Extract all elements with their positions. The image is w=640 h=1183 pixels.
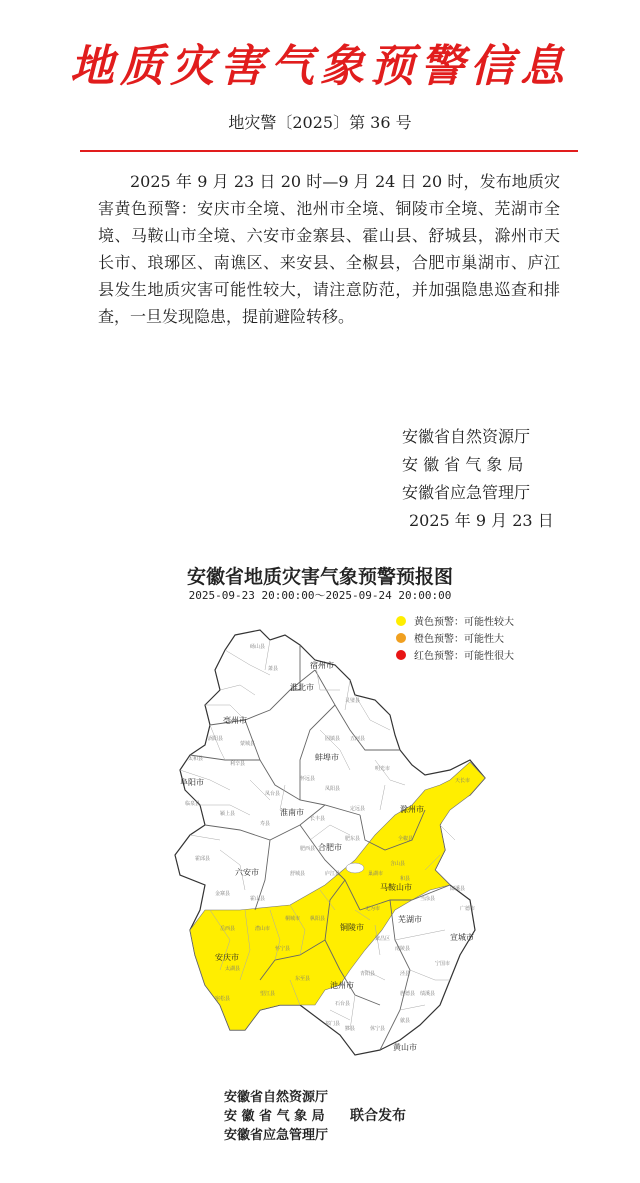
svg-text:郎溪县: 郎溪县 (450, 886, 466, 892)
svg-text:霍邱县: 霍邱县 (195, 856, 211, 862)
svg-text:无为市: 无为市 (365, 906, 381, 912)
svg-text:含山县: 含山县 (390, 861, 406, 867)
svg-text:全椒县: 全椒县 (398, 836, 414, 842)
svg-text:涡阳县: 涡阳县 (208, 736, 224, 742)
svg-text:南陵县: 南陵县 (395, 946, 411, 952)
svg-text:颍上县: 颍上县 (220, 811, 236, 817)
svg-text:休宁县: 休宁县 (370, 1026, 386, 1032)
svg-text:舒城县: 舒城县 (290, 871, 306, 877)
legend-orange-label: 橙色预警：可能性大 (414, 634, 504, 645)
svg-text:潜山市: 潜山市 (255, 926, 271, 932)
svg-text:宁国市: 宁国市 (435, 961, 451, 967)
warning-map (150, 610, 510, 1075)
legend-yellow-label: 黄色预警：可能性较大 (414, 617, 514, 628)
svg-text:广德市: 广德市 (460, 906, 476, 912)
svg-text:利辛县: 利辛县 (230, 761, 246, 767)
chaohu-lake (346, 863, 364, 873)
header-divider (80, 150, 578, 152)
footer-dept-natural-resources: 安徽省自然资源厅 (224, 1090, 329, 1105)
svg-text:黟县: 黟县 (345, 1026, 356, 1032)
orange-dot-icon (396, 633, 406, 643)
svg-text:蚌埠市: 蚌埠市 (315, 753, 339, 762)
footer-dept-emergency: 安徽省应急管理厅 (224, 1128, 329, 1143)
footer-joint-release: 联合发布 (350, 1108, 406, 1124)
svg-text:霍山县: 霍山县 (250, 896, 266, 902)
svg-text:肥东县: 肥东县 (345, 836, 361, 842)
svg-text:宿州市: 宿州市 (310, 661, 334, 670)
svg-text:怀宁县: 怀宁县 (275, 946, 291, 952)
signature-dept-emergency: 安徽省应急管理厅 (402, 483, 531, 502)
svg-text:定远县: 定远县 (350, 806, 366, 812)
svg-text:滁州市: 滁州市 (400, 805, 424, 814)
svg-text:明光市: 明光市 (375, 766, 391, 772)
svg-text:寿县: 寿县 (260, 821, 271, 827)
svg-text:桐城市: 桐城市 (285, 916, 301, 922)
svg-text:繁昌区: 繁昌区 (375, 936, 391, 942)
svg-text:天长市: 天长市 (455, 778, 471, 784)
svg-text:长丰县: 长丰县 (310, 816, 326, 822)
svg-text:太湖县: 太湖县 (225, 966, 241, 972)
svg-text:砀山县: 砀山县 (250, 644, 266, 650)
svg-text:阜阳市: 阜阳市 (180, 778, 204, 787)
svg-text:芜湖市: 芜湖市 (398, 915, 422, 924)
svg-text:临泉县: 临泉县 (185, 801, 201, 807)
svg-text:蒙城县: 蒙城县 (240, 741, 256, 747)
legend-red-label: 红色预警：可能性很大 (414, 651, 514, 662)
svg-text:凤阳县: 凤阳县 (325, 786, 341, 792)
svg-text:金寨县: 金寨县 (215, 891, 231, 897)
map-time-range: 2025-09-23 20:00:00～2025-09-24 20:00:00 (188, 589, 452, 602)
svg-text:石台县: 石台县 (335, 1001, 351, 1007)
anhui-province-map (150, 610, 510, 1075)
svg-text:淮南市: 淮南市 (280, 808, 304, 817)
red-dot-icon (396, 650, 406, 660)
svg-text:和县: 和县 (400, 876, 411, 882)
svg-text:青阳县: 青阳县 (360, 971, 376, 977)
legend-orange (396, 629, 514, 646)
svg-text:巢湖市: 巢湖市 (368, 871, 384, 877)
footer-dept-meteorology: 安 徽 省 气 象 局 (224, 1109, 325, 1124)
svg-text:六安市: 六安市 (235, 868, 259, 877)
svg-text:怀远县: 怀远县 (300, 776, 316, 782)
svg-text:宣城市: 宣城市 (450, 933, 474, 942)
document-title: 地质灾害气象预警信息 (70, 41, 570, 92)
svg-text:绩溪县: 绩溪县 (420, 991, 436, 997)
signature-dept-meteorology: 安 徽 省 气 象 局 (402, 455, 524, 474)
svg-text:黄山市: 黄山市 (393, 1043, 417, 1052)
yellow-dot-icon (396, 616, 406, 626)
svg-text:马鞍山市: 马鞍山市 (380, 883, 412, 892)
svg-text:铜陵市: 铜陵市 (340, 923, 364, 932)
svg-text:合肥市: 合肥市 (318, 843, 342, 852)
svg-text:宿松县: 宿松县 (215, 996, 231, 1002)
svg-text:枞阳县: 枞阳县 (310, 916, 326, 922)
svg-text:歙县: 歙县 (400, 1018, 411, 1024)
map-title: 安徽省地质灾害气象预警预报图 (186, 566, 453, 588)
svg-text:固镇县: 固镇县 (325, 736, 341, 742)
legend-red (396, 646, 514, 663)
warning-notice-text: 2025 年 9 月 23 日 20 时—9 月 24 日 20 时，发布地质灾害黄色预警：安庆市全境、池州市全境、铜陵市全境、芜湖市全境、马鞍山市全境、六安市金寨县、霍山县、舒城县，滁州市天长市、琅琊区、南谯区、来安县、全椒县，合肥市巢湖市、庐江县发生地质灾害可能性较大，请注意防范，并加强隐患巡查和排查，一旦发现隐患，提前避险转移。 (98, 172, 560, 326)
legend-yellow (396, 612, 514, 629)
svg-text:望江县: 望江县 (260, 991, 276, 997)
svg-text:灵璧县: 灵璧县 (345, 698, 361, 704)
svg-text:凤台县: 凤台县 (265, 791, 281, 797)
svg-text:亳州市: 亳州市 (223, 716, 247, 725)
svg-text:安庆市: 安庆市 (215, 953, 239, 962)
svg-text:当涂县: 当涂县 (420, 896, 436, 902)
document-number: 地灾警〔2025〕第 36 号 (228, 113, 412, 132)
svg-text:祁门县: 祁门县 (325, 1021, 341, 1027)
signature-dept-natural-resources: 安徽省自然资源厅 (402, 427, 531, 446)
svg-text:萧县: 萧县 (268, 666, 279, 672)
svg-text:东至县: 东至县 (295, 976, 311, 982)
svg-text:泾县: 泾县 (400, 971, 411, 977)
svg-text:淮北市: 淮北市 (290, 683, 314, 692)
svg-text:庐江县: 庐江县 (325, 871, 341, 877)
svg-text:肥西县: 肥西县 (300, 846, 316, 852)
svg-text:太和县: 太和县 (188, 756, 204, 762)
signature-date: 2025 年 9 月 23 日 (409, 511, 554, 530)
map-legend (396, 612, 514, 663)
svg-text:旌德县: 旌德县 (400, 991, 416, 997)
footer-departments (224, 1088, 328, 1145)
svg-text:池州市: 池州市 (330, 981, 354, 990)
svg-text:五河县: 五河县 (350, 736, 366, 742)
svg-text:岳西县: 岳西县 (220, 926, 236, 932)
